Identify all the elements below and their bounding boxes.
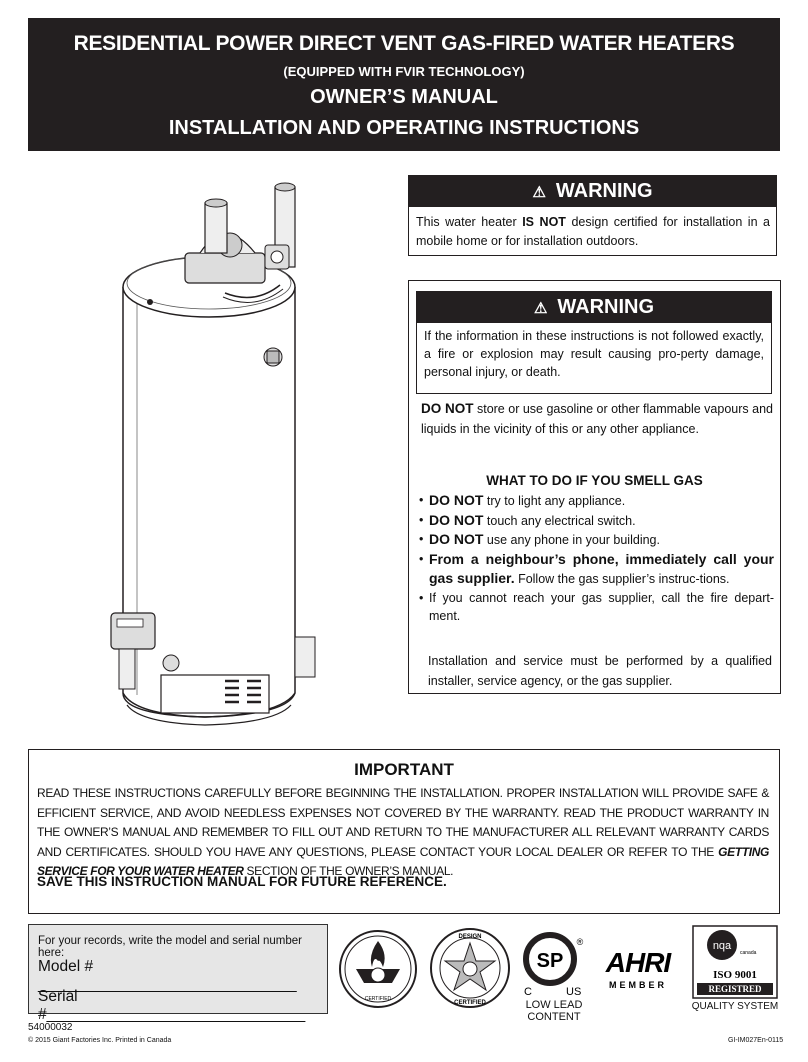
- important-box: [28, 749, 780, 914]
- warning-box-fire: [408, 280, 781, 694]
- registered-mark: ®: [576, 937, 584, 947]
- certified-label: CERTIFIED: [454, 1000, 486, 1006]
- certified-label: CERTIFIED: [364, 996, 392, 1002]
- nqa-text: nqa: [712, 940, 732, 952]
- csa-us-label: US: [566, 986, 582, 997]
- title-line-3: OWNER’S MANUAL: [310, 86, 498, 108]
- certified-seal-logo: [336, 929, 420, 1009]
- warning-inner-box: [416, 291, 772, 394]
- list-item: • From a neighbour’s phone, immediately call your gas supplier. Follow the gas supplier’s instruc-tions.: [419, 550, 774, 586]
- list-item-emphasis: DO NOT: [429, 492, 484, 508]
- donot-body: store or use gasoline or other flammable vapours and liquids in the vicinity of this or any other appliance.: [421, 402, 773, 436]
- list-item-text: try to light any appliance.: [483, 494, 626, 508]
- list-item: • DO NOT use any phone in your building.: [419, 531, 660, 547]
- model-number-field[interactable]: Model # ______________________________: [38, 958, 297, 993]
- csa-c-label: C: [524, 986, 532, 997]
- ahri-member-logo: [598, 944, 682, 992]
- ahri-text: AHRI: [605, 947, 671, 978]
- water-heater-illustration: [105, 175, 335, 735]
- list-item-text: use any phone in your building.: [483, 533, 660, 547]
- records-box: [28, 924, 328, 1023]
- design-certified-star-logo: [428, 927, 512, 1009]
- low-lead-text: LOW LEAD: [525, 999, 583, 1011]
- content-text: CONTENT: [527, 1011, 581, 1023]
- install-note: Installation and service must be performed by a qualified installer, service agency, or the gas supplier.: [428, 654, 772, 688]
- list-item-text: If you cannot reach your gas supplier, call the fire depart-ment.: [429, 590, 774, 623]
- member-text: MEMBER: [609, 980, 667, 990]
- important-body-text: SECTION OF THE OWNER’S MANUAL.: [243, 864, 454, 878]
- important-body: [37, 784, 769, 882]
- list-item: • DO NOT touch any electrical switch.: [419, 511, 636, 528]
- donot-store-text: [421, 399, 773, 439]
- serial-number-field[interactable]: Serial #______________________________: [38, 988, 306, 1023]
- list-item-text: Follow the gas supplier’s instruc-tions.: [514, 572, 730, 586]
- warning-text: If the information in these instructions is not followed exactly, a fire or explosion may result causing pro-perty damage, personal injury, or death.: [424, 329, 764, 379]
- nqa-iso-logo: [692, 925, 778, 999]
- title-banner: [28, 18, 780, 151]
- list-item-emphasis: DO NOT: [429, 511, 484, 528]
- iso-text: ISO 9001: [713, 969, 757, 981]
- document-number: 54000032: [28, 1022, 73, 1033]
- important-section-ref: GETTING SERVICE FOR YOUR WATER HEATER: [37, 844, 769, 878]
- list-item-emphasis: DO NOT: [429, 531, 484, 547]
- warning-text-part: design certified for installation in a mobile home or for installation outdoors.: [416, 215, 770, 248]
- copyright: © 2015 Giant Factories Inc. Printed in Canada: [28, 1037, 172, 1044]
- design-label: DESIGN: [458, 934, 482, 940]
- list-item: • DO NOT try to light any appliance.: [419, 492, 626, 508]
- donot-emphasis: DO NOT: [421, 401, 474, 416]
- warning-box-outdoor: [408, 175, 777, 256]
- low-lead-label: [518, 999, 590, 1023]
- list-item-emphasis: From a neighbour’s phone, immediately call your gas supplier.: [429, 550, 774, 586]
- title-line-4: INSTALLATION AND OPERATING INSTRUCTIONS: [168, 117, 640, 139]
- title-line-1: RESIDENTIAL POWER DIRECT VENT GAS-FIRED WATER HEATERS: [73, 32, 735, 55]
- list-item: • If you cannot reach your gas supplier, call the fire depart-ment.: [419, 590, 774, 623]
- records-prompt: For your records, write the model and serial number here:: [38, 935, 302, 959]
- warning-header: [417, 292, 771, 323]
- quality-system-label: QUALITY SYSTEM: [691, 1001, 779, 1012]
- smell-gas-list: [419, 491, 774, 626]
- svg-text:SP: SP: [536, 950, 564, 972]
- canada-text: canada: [740, 950, 757, 956]
- warning-text: [409, 207, 776, 251]
- title-line-2: (EQUIPPED WITH FVIR TECHNOLOGY): [283, 64, 525, 79]
- warning-triangle-icon: ⚠: [532, 183, 546, 201]
- list-item-text: touch any electrical switch.: [483, 513, 636, 528]
- important-title: IMPORTANT: [354, 760, 454, 779]
- warning-triangle-icon: ⚠: [533, 299, 548, 317]
- warning-text-emphasis: IS NOT: [522, 215, 566, 229]
- smell-gas-heading: WHAT TO DO IF YOU SMELL GAS: [486, 473, 703, 488]
- important-body-text: READ THESE INSTRUCTIONS CAREFULLY BEFORE BEGINNING THE INSTALLATION. PROPER INSTALLATION WILL PROVIDE SAFE & EFFICIENT SERVICE, AND AVOID NEEDLESS EXPENSES NOT COVERED BY THE WARRANTY. READ THE PRODUCT WARRANTY IN THE OWNER’S MANUAL AND REMEMBER TO FILL OUT AND RETURN TO THE MANUFACTURER ALL RELEVANT WARRANTY CARDS AND CERTIFICATES. SHOULD YOU HAVE ANY QUESTIONS, PLEASE CONTACT YOUR LOCAL DEALER OR REFER TO THE: [37, 786, 769, 859]
- csa-logo: [518, 929, 590, 997]
- warning-text-part: This water heater: [416, 215, 523, 229]
- warning-title: WARNING: [555, 180, 653, 202]
- warning-header: [409, 176, 776, 207]
- document-code: GI-IM027En-0115: [728, 1037, 784, 1044]
- warning-title: WARNING: [557, 296, 655, 318]
- save-manual-note: SAVE THIS INSTRUCTION MANUAL FOR FUTURE REFERENCE.: [37, 874, 447, 889]
- registred-text: REGISTRED: [708, 984, 762, 994]
